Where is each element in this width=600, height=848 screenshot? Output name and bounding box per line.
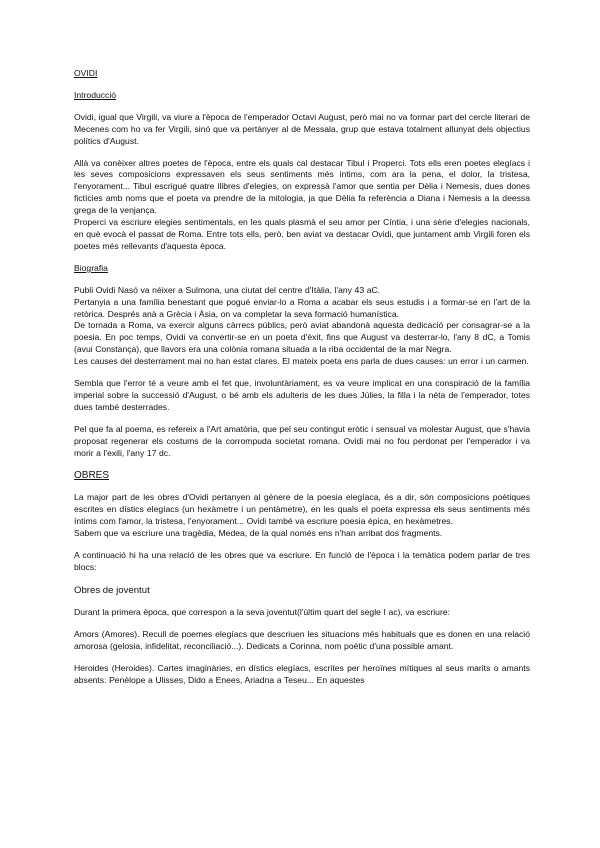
obres-paragraph-3: Durant la primera època, que correspon a la seva joventut(l'últim quart del segle I ac), va escriure: — [74, 606, 450, 617]
intro-paragraph-1: Ovidi, igual que Virgili, va viure a l'època de l'emperador Octavi August, però mai no va formar part del cercle literari de Mecenes com ho va fer Virgili, sinó que va pertànyer al de Messala, grup que estava totalment allunyat dels objectius polítics d'August. — [74, 111, 530, 146]
subheading-obres-joventut: Obres de joventut — [74, 584, 150, 596]
bio-line-1: Publi Ovidi Nasó va néixer a Sulmona, una ciutat del centre d'Itàlia, l'any 43 aC. — [74, 284, 381, 295]
document-title: OVIDI — [74, 68, 98, 78]
obres-line-2: Sabem que va escriure una tragèdia, Medea, de la qual només ens n'han arribat dos fragments. — [74, 528, 443, 539]
intro-paragraph-3: Properci va escriure elegies sentimentals, en les quals plasmà el seu amor per Cíntia, i una sèrie d'elegies nacionals, en què evocà el passat de Roma. Entre tots ells, però, ben aviat va destacar Ovidi, que juntament amb Virgili foren els poetes més rellevants d'aquesta època. — [74, 217, 530, 251]
bio-paragraph-3: Pel que fa al poema, es refereix a l'Art amatòria, que pel seu contingut eròtic i sensual va molestar August, que s'havia proposat regenerar els costums de la corrompuda societat romana. Ovidi mai no fou perdonat per l'emperador i va morir a l'exili, l'any 17 dc. — [74, 423, 530, 458]
obres-paragraph-2: A continuació hi ha una relació de les obres que va escriure. En funció de l'època i la temàtica podem parlar de tres blocs: — [74, 550, 530, 572]
heading-introduccio: Introducció — [74, 89, 117, 100]
document-page — [74, 68, 530, 686]
bio-line-2: Pertanyia a una família benestant que pogué enviar-lo a Roma a acabar els seus estudis i a formar-se en l'art de la retòrica. Després anà a Grècia i Àsia, on va completar la seva formació humanística. — [74, 296, 530, 319]
obres-line-1: La major part de les obres d'Ovidi pertanyen al gènere de la poesia elegíaca, és a dir, són composicions poètiques escrites en dístics elegíacs (un hexàmetre i un pentàmetre), en les quals el poeta expressa els seus sentiments més íntims com l'amor, la tristesa, l'enyorament... Ovidi també va escriure poesia èpica, en hexàmetres. — [74, 492, 530, 527]
intro-paragraph-2: Allà va conèixer altres poetes de l'època, entre els quals cal destacar Tibul i Properci. Tots ells eren poetes elegíacs i les seves composicions expressaven els seus sentiments més íntims, com ara la pena, el dolor, la tristesa, l'enyorament... Tibul escrigué quatre llibres d'elegies, on expressà l'amor que sentia per Dèlia i Nemesis, dues dones fictícies amb noms que el poeta va prendre de la mitologia, ja que Dèlia fa referència a Diana i Nemesis a la deessa grega de la venjança. — [74, 157, 530, 216]
heading-biografia: Biografia — [74, 262, 108, 273]
obres-paragraph-heroides: Heroides (Heroides). Cartes imaginàries, en dístics elegíacs, escrites per heroïnes mítiques al seus marits o amants absents: Penèlope a Ulisses, Dido a Enees, Ariadna a Teseu... En aquestes — [74, 662, 530, 685]
bio-line-3: De tornada a Roma, va exercir alguns càrrecs públics, però aviat abandonà aquesta dedicació per consagrar-se a la poesia. En poc temps, Ovidi va convertir-se en un poeta d'èxit, fins que August va desterrar-lo, l'any 8 dC, a Tomis (avui Constança), que llavors era una colònia romana situada a la riba occidental de la mar Negra. — [74, 320, 530, 355]
heading-obres: OBRES — [74, 470, 110, 482]
bio-line-4: Les causes del desterrament mai no han estat clares. El mateix poeta ens parla de dues causes: un error i un carmen. — [74, 356, 529, 367]
obres-paragraph-amors: Amors (Amores). Recull de poemes elegíacs que descriuen les situacions més habituals que es donen en una relació amorosa (gelosia, infidelitat, reconciliació...). Dedicats a Corinna, nom poètic d'una possible amant. — [74, 628, 530, 651]
bio-paragraph-2: Sembla que l'error té a veure amb el fet que, involuntàriament, es va veure implicat en una conspiració de la família imperial sobre la successió d'August, o bé amb els adulteris de les dues Júlies, la filla i la néta de l'emperador, totes dues també desterrades. — [74, 378, 530, 412]
